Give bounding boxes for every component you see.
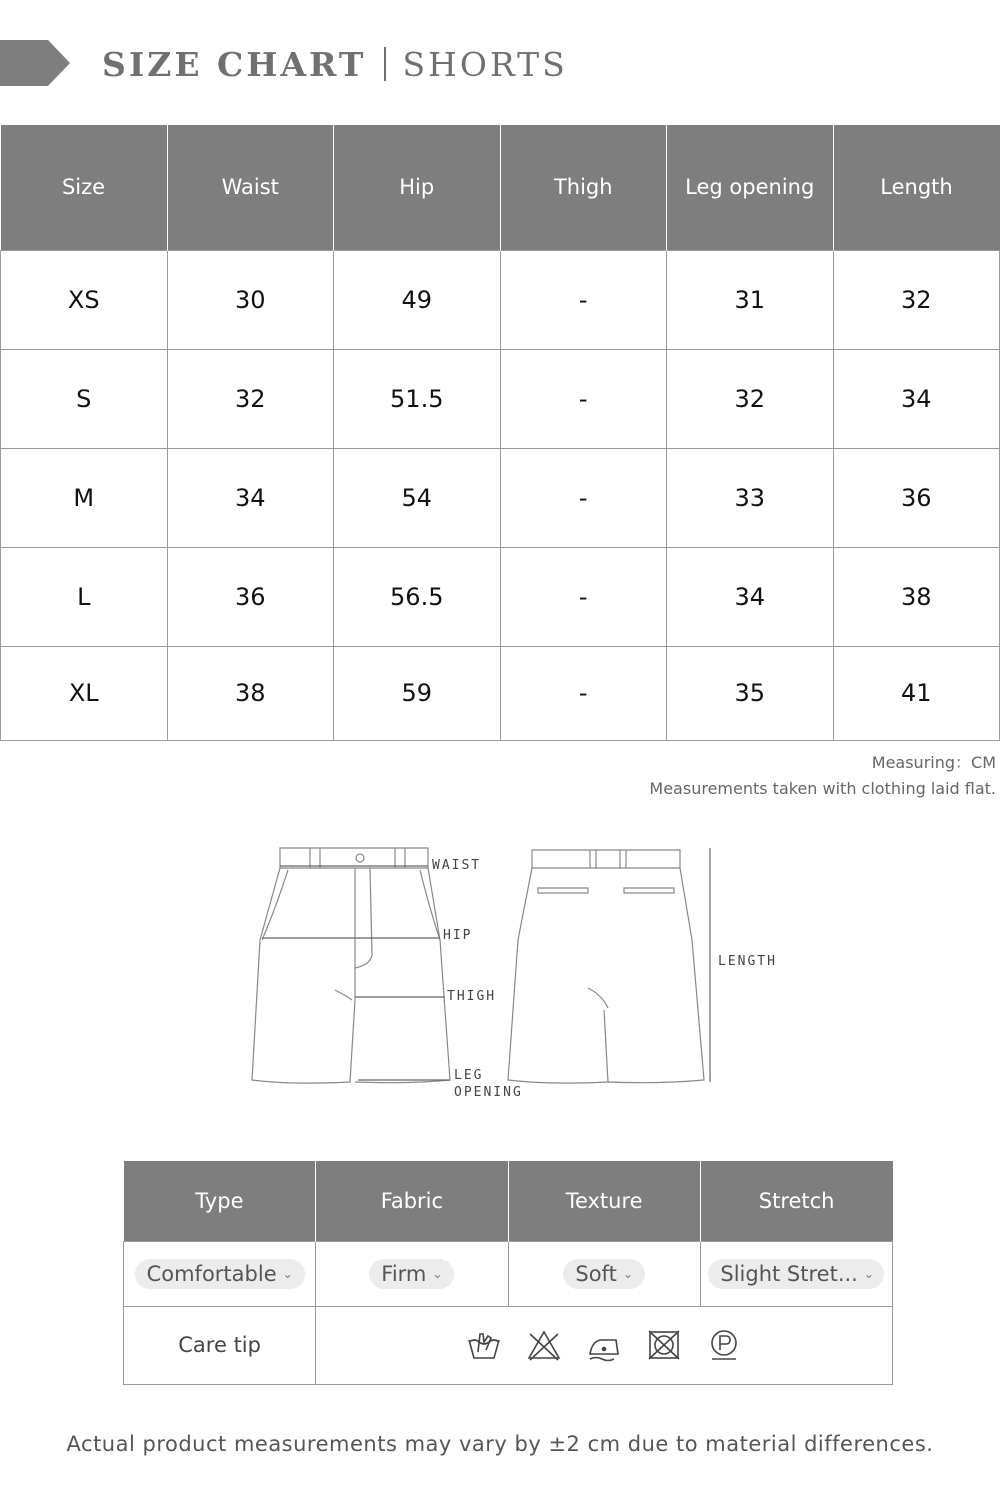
table-cell: - bbox=[500, 646, 667, 740]
table-cell: 36 bbox=[833, 448, 1000, 547]
label-leg: LEG bbox=[454, 1068, 484, 1083]
table-cell: XS bbox=[1, 250, 168, 349]
table-cell: M bbox=[1, 448, 168, 547]
table-cell: 32 bbox=[667, 349, 834, 448]
table-cell: 41 bbox=[833, 646, 1000, 740]
header-hip: Hip bbox=[334, 125, 501, 250]
table-cell: 38 bbox=[833, 547, 1000, 646]
header-thigh: Thigh bbox=[500, 125, 667, 250]
table-cell: - bbox=[500, 448, 667, 547]
table-row bbox=[1, 547, 1000, 646]
chevron-down-icon: ⌄ bbox=[432, 1266, 443, 1281]
size-chart-table bbox=[0, 125, 1000, 741]
table-row bbox=[1, 250, 1000, 349]
table-cell: - bbox=[500, 547, 667, 646]
header-length: Length bbox=[833, 125, 1000, 250]
stretch-value: Slight Stret... bbox=[720, 1261, 858, 1286]
header-type: Type bbox=[124, 1161, 316, 1241]
header-fabric: Fabric bbox=[316, 1161, 508, 1241]
table-cell: 34 bbox=[667, 547, 834, 646]
type-select[interactable] bbox=[135, 1259, 305, 1289]
header-stretch: Stretch bbox=[700, 1161, 892, 1241]
table-cell: 35 bbox=[667, 646, 834, 740]
size-table-header-row bbox=[1, 125, 1000, 250]
label-waist: WAIST bbox=[432, 858, 482, 873]
shorts-illustration bbox=[240, 840, 800, 1110]
no-tumble-dry-icon bbox=[646, 1328, 682, 1362]
chevron-down-icon: ⌄ bbox=[863, 1266, 874, 1281]
label-opening: OPENING bbox=[454, 1085, 523, 1100]
title-sub: SHORTS bbox=[402, 44, 568, 84]
attributes-values-row bbox=[124, 1241, 893, 1306]
table-cell: S bbox=[1, 349, 168, 448]
table-cell: 32 bbox=[833, 250, 1000, 349]
table-cell: 56.5 bbox=[334, 547, 501, 646]
table-cell: 49 bbox=[334, 250, 501, 349]
unit-note: Measuring：CM bbox=[871, 753, 996, 772]
variance-note: Actual product measurements may vary by ±2 cm due to material differences. bbox=[66, 1432, 934, 1456]
fabric-select[interactable] bbox=[369, 1259, 454, 1289]
table-row bbox=[1, 646, 1000, 740]
attributes-table bbox=[123, 1161, 893, 1385]
label-thigh: THIGH bbox=[447, 989, 497, 1004]
table-cell: L bbox=[1, 547, 168, 646]
hand-wash-icon bbox=[466, 1328, 502, 1362]
title-divider bbox=[384, 47, 386, 81]
dry-clean-p-icon bbox=[706, 1328, 742, 1362]
table-cell: XL bbox=[1, 646, 168, 740]
care-icons bbox=[316, 1328, 892, 1362]
type-value: Comfortable bbox=[146, 1261, 277, 1286]
table-row bbox=[1, 349, 1000, 448]
chevron-down-icon: ⌄ bbox=[282, 1266, 293, 1281]
title-main: SIZE CHART bbox=[102, 44, 367, 84]
table-cell: 33 bbox=[667, 448, 834, 547]
attributes-header-row bbox=[124, 1161, 893, 1241]
label-length: LENGTH bbox=[718, 954, 777, 969]
header-leg-opening: Leg opening bbox=[667, 125, 834, 250]
table-cell: 54 bbox=[334, 448, 501, 547]
table-cell: 34 bbox=[833, 349, 1000, 448]
texture-value: Soft bbox=[575, 1261, 617, 1286]
table-cell: - bbox=[500, 250, 667, 349]
header-texture: Texture bbox=[508, 1161, 700, 1241]
measure-method-note: Measurements taken with clothing laid flat. bbox=[649, 779, 996, 798]
shorts-measurement-diagram bbox=[240, 840, 800, 1110]
table-cell: 30 bbox=[167, 250, 334, 349]
header-size: Size bbox=[1, 125, 168, 250]
table-cell: 51.5 bbox=[334, 349, 501, 448]
table-row bbox=[1, 448, 1000, 547]
chevron-down-icon: ⌄ bbox=[622, 1266, 633, 1281]
fabric-value: Firm bbox=[381, 1261, 427, 1286]
table-cell: 34 bbox=[167, 448, 334, 547]
table-cell: - bbox=[500, 349, 667, 448]
label-hip: HIP bbox=[443, 928, 473, 943]
table-cell: 36 bbox=[167, 547, 334, 646]
front-view-icon bbox=[252, 848, 710, 1083]
stretch-select[interactable] bbox=[708, 1259, 884, 1289]
header-arrow-icon bbox=[0, 40, 70, 86]
table-cell: 32 bbox=[167, 349, 334, 448]
table-cell: 38 bbox=[167, 646, 334, 740]
table-cell: 31 bbox=[667, 250, 834, 349]
care-row bbox=[124, 1306, 893, 1384]
table-cell: 59 bbox=[334, 646, 501, 740]
no-bleach-icon bbox=[526, 1328, 562, 1362]
low-iron-icon bbox=[586, 1328, 622, 1362]
texture-select[interactable] bbox=[563, 1259, 645, 1289]
page-title bbox=[102, 44, 568, 84]
back-view-icon bbox=[508, 850, 704, 1083]
care-label: Care tip bbox=[124, 1306, 316, 1384]
header-waist: Waist bbox=[167, 125, 334, 250]
